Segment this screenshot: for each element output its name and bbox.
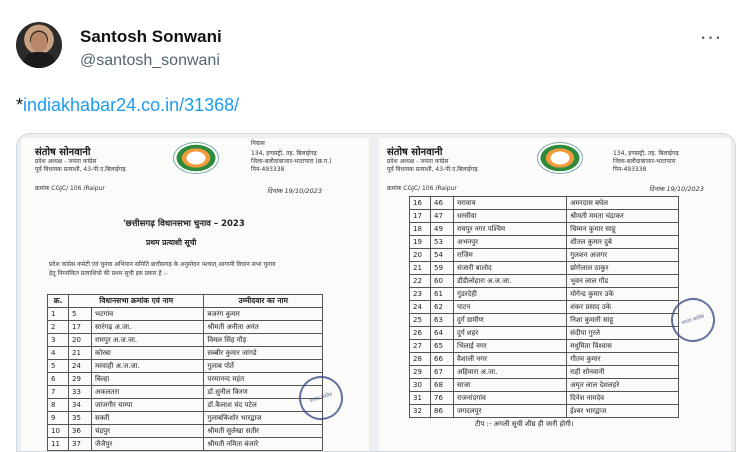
org-line-2: पूर्व विधायक प्रत्याशी, 43-पी.ए.बिलाईगढ़ <box>387 166 478 173</box>
row-constituency-no: 53 <box>431 236 454 249</box>
row-candidate-name: शीतल कुमार दुबे <box>567 236 679 249</box>
row-candidate-name: राही सोनवानी <box>567 366 679 379</box>
row-candidate-name: डॉ.कैलाश चंद पटेल <box>204 399 323 412</box>
address-line-1: 134, इण्डस्ट्री, तह. बिलाईगढ़ <box>613 150 679 157</box>
row-serial: 25 <box>410 314 431 327</box>
row-constituency-name: साजा <box>454 379 567 392</box>
table-row <box>410 392 679 405</box>
row-constituency-name: रायपुर नगर पश्चिम <box>454 223 567 236</box>
row-constituency-name: दुर्ग ग्रामीण <box>454 314 567 327</box>
row-serial: 7 <box>48 386 69 399</box>
row-candidate-name: बजरंग कुमार <box>204 308 323 321</box>
row-serial: 23 <box>410 288 431 301</box>
table-row <box>48 412 323 425</box>
row-candidate-name: गुलाबकिशोर भारद्वाज <box>204 412 323 425</box>
row-constituency-name: चंद्रपुर <box>92 425 204 438</box>
row-constituency-name: बिल्हा <box>92 373 204 386</box>
row-constituency-no: 76 <box>431 392 454 405</box>
row-serial: 22 <box>410 275 431 288</box>
row-constituency-name: जगदलपुर <box>454 405 567 418</box>
tweet-text-prefix: * <box>16 95 24 115</box>
row-candidate-name: सब्बीर कुमार जांगडे <box>204 347 323 360</box>
row-serial: 26 <box>410 327 431 340</box>
header-candidate: उम्मीदवार का नाम <box>204 295 323 308</box>
row-constituency-no: 17 <box>69 321 92 334</box>
row-constituency-no: 65 <box>431 340 454 353</box>
row-constituency-no: 21 <box>69 347 92 360</box>
table-row <box>48 360 323 373</box>
row-serial: 32 <box>410 405 431 418</box>
row-serial: 8 <box>48 399 69 412</box>
letter-date: दिनांक 19/10/2023 <box>649 185 704 193</box>
row-candidate-name: गुलाब पोर्ते <box>204 360 323 373</box>
intro-line-2: हेतु निम्नांकित प्रत्याशियों की प्रथम सूची इस प्रकार है :- <box>49 270 168 277</box>
row-constituency-no: 62 <box>431 301 454 314</box>
row-constituency-no: 54 <box>431 249 454 262</box>
row-candidate-name: गौतम कुमार <box>567 353 679 366</box>
row-candidate-name: श्रीमती अनीता अनंत <box>204 321 323 334</box>
article-link[interactable]: indiakhabar24.co.in/31368/ <box>23 95 240 115</box>
row-constituency-name: अहिवारा अ.जा. <box>454 366 567 379</box>
row-constituency-no: 5 <box>69 308 92 321</box>
table-row <box>48 308 323 321</box>
row-serial: 30 <box>410 379 431 392</box>
row-constituency-no: 86 <box>431 405 454 418</box>
header-serial: क्र. <box>48 295 69 308</box>
more-options-icon[interactable]: ··· <box>700 26 723 50</box>
row-serial: 28 <box>410 353 431 366</box>
row-constituency-no: 63 <box>431 314 454 327</box>
author-name[interactable]: Santosh Sonwani <box>80 27 222 46</box>
row-constituency-no: 35 <box>69 412 92 425</box>
row-candidate-name: अमरदास बघेल <box>567 197 679 210</box>
row-serial: 6 <box>48 373 69 386</box>
row-candidate-name: भुवन लाल गौड <box>567 275 679 288</box>
row-constituency-no: 59 <box>431 262 454 275</box>
row-constituency-no: 29 <box>69 373 92 386</box>
table-row <box>410 366 679 379</box>
row-constituency-no: 37 <box>69 438 92 451</box>
tweet-text <box>16 95 239 116</box>
row-constituency-name: मरावाय <box>454 197 567 210</box>
reference-number: क्रमांक CGJC/ 106 /Raipur <box>35 185 105 192</box>
row-constituency-name: रामपुर अ.ज.जा. <box>92 334 204 347</box>
table-row <box>410 262 679 275</box>
address-line-1: 134, इण्डस्ट्री, तह. बिलाईगढ़ <box>251 150 317 157</box>
table-header-row <box>48 295 323 308</box>
letter-page-right <box>379 138 731 451</box>
tweet-media-image[interactable] <box>16 133 736 452</box>
row-constituency-no: 68 <box>431 379 454 392</box>
row-candidate-name: श्रीमती ममता चंद्राकर <box>567 210 679 223</box>
row-constituency-name: राजिम <box>454 249 567 262</box>
letter-page-left <box>21 138 369 451</box>
row-constituency-name: भटगांव <box>92 308 204 321</box>
table-row <box>410 405 679 418</box>
row-serial: 9 <box>48 412 69 425</box>
row-serial: 18 <box>410 223 431 236</box>
row-candidate-name: दिनेश नामदेव <box>567 392 679 405</box>
org-name: संतोष सोनवानी <box>35 147 91 158</box>
row-candidate-name: छोगेलाल ठाकुर <box>567 262 679 275</box>
row-serial: 20 <box>410 249 431 262</box>
row-constituency-no: 46 <box>431 197 454 210</box>
row-candidate-name: श्रीमती सुलेखा सतीर <box>204 425 323 438</box>
row-serial: 10 <box>48 425 69 438</box>
row-candidate-name: परमानन्द महंत <box>204 373 323 386</box>
table-row <box>48 386 323 399</box>
row-serial: 17 <box>410 210 431 223</box>
row-constituency-name: डौंडीलोहारा अ.ज.जा. <box>454 275 567 288</box>
row-constituency-name: मरवाही अ.ज.जा. <box>92 360 204 373</box>
party-stamp: जनता कांग्रेस <box>293 370 348 425</box>
table-row <box>410 249 679 262</box>
reference-number: क्रमांक CGJC/ 106 /Raipur <box>387 185 457 192</box>
row-constituency-no: 34 <box>69 399 92 412</box>
table-row <box>410 379 679 392</box>
row-candidate-name: अमृत लाल देशलहरे <box>567 379 679 392</box>
row-constituency-name: धरसीवा <box>454 210 567 223</box>
row-constituency-name: अभनपुर <box>454 236 567 249</box>
row-constituency-name: कोरबा <box>92 347 204 360</box>
address-label: निवास <box>251 140 265 147</box>
header-constituency: विधानसभा क्रमांक एवं नाम <box>69 295 204 308</box>
row-constituency-no: 61 <box>431 288 454 301</box>
row-constituency-name: भिलाई नगर <box>454 340 567 353</box>
row-candidate-name: निशा कुमारी साहू <box>567 314 679 327</box>
row-serial: 24 <box>410 301 431 314</box>
org-line-2: पूर्व विधायक प्रत्याशी, 43-पी.ए.बिलाईगढ़ <box>35 166 126 173</box>
party-logo <box>537 142 583 174</box>
row-candidate-name: चिम्मन कुमार साहू <box>567 223 679 236</box>
address-line-2: जिला-बलौदाबाजार-भाटापारा (छ.ग.) <box>251 158 332 165</box>
candidate-table-right <box>409 196 679 418</box>
row-candidate-name: ईश्वर भारद्वाज <box>567 405 679 418</box>
table-row <box>48 321 323 334</box>
row-constituency-no: 20 <box>69 334 92 347</box>
row-serial: 21 <box>410 262 431 275</box>
row-candidate-name: श्रीमती नमिता बंजारे <box>204 438 323 451</box>
row-candidate-name: मधुमिता विश्वास <box>567 340 679 353</box>
row-candidate-name: योगेन्द्र कुमार उके <box>567 288 679 301</box>
party-stamp: जनता कांग्रेस <box>665 292 720 347</box>
table-row <box>48 373 323 386</box>
row-constituency-name: जैजैपुर <box>92 438 204 451</box>
row-constituency-no: 36 <box>69 425 92 438</box>
table-row <box>48 438 323 451</box>
letter-title: 'छत्तीसगढ़ विधानसभा चुनाव – 2023 <box>123 219 245 229</box>
row-constituency-no: 66 <box>431 353 454 366</box>
row-constituency-name: संजारी बालोद <box>454 262 567 275</box>
row-constituency-name: सक्ती <box>92 412 204 425</box>
table-row <box>410 314 679 327</box>
intro-line-1: प्रदेश कांग्रेस कमेटी एवं चुनाव अभियान समिति छत्तीसगढ़ के अनुमोदन पश्चात् आगामी विधान सभा चुनाव <box>49 261 276 268</box>
row-constituency-no: 64 <box>431 327 454 340</box>
row-constituency-name: जांजगीर चाम्पा <box>92 399 204 412</box>
table-row <box>48 334 323 347</box>
row-constituency-no: 33 <box>69 386 92 399</box>
address-line-2: जिला-बलौदाबाजार-भाटापारा <box>613 158 676 165</box>
row-serial: 4 <box>48 347 69 360</box>
row-serial: 11 <box>48 438 69 451</box>
row-constituency-name: दुर्ग शहर <box>454 327 567 340</box>
table-row <box>48 425 323 438</box>
row-constituency-no: 67 <box>431 366 454 379</box>
row-constituency-name: गुंडरदेही <box>454 288 567 301</box>
table-row <box>410 327 679 340</box>
footer-note: टीप :- अगली सूची शीघ्र ही जारी होगी। <box>475 420 574 428</box>
row-serial: 16 <box>410 197 431 210</box>
letter-subtitle: प्रथम प्रत्याशी सूची <box>146 238 197 247</box>
row-candidate-name: शंकर प्रसाद उके <box>567 301 679 314</box>
org-line-1: प्रदेश अध्यक्ष - जनता कांग्रेस <box>35 158 97 165</box>
address-line-3: पिन-493338 <box>251 166 285 173</box>
table-row <box>410 223 679 236</box>
row-candidate-name: विमल सिंह गौड़ <box>204 334 323 347</box>
avatar-shirt <box>22 52 56 68</box>
row-serial: 27 <box>410 340 431 353</box>
row-constituency-no: 60 <box>431 275 454 288</box>
table-row <box>410 210 679 223</box>
table-row <box>48 399 323 412</box>
org-name: संतोष सोनवानी <box>387 147 443 158</box>
table-row <box>410 275 679 288</box>
table-row <box>48 347 323 360</box>
address-line-3: पिन-493338 <box>613 166 647 173</box>
row-serial: 1 <box>48 308 69 321</box>
row-serial: 19 <box>410 236 431 249</box>
row-serial: 3 <box>48 334 69 347</box>
table-row <box>410 340 679 353</box>
table-row <box>410 197 679 210</box>
row-constituency-no: 49 <box>431 223 454 236</box>
row-constituency-name: पाटन <box>454 301 567 314</box>
row-serial: 2 <box>48 321 69 334</box>
row-constituency-name: अकलतरा <box>92 386 204 399</box>
row-serial: 31 <box>410 392 431 405</box>
table-row <box>410 288 679 301</box>
row-constituency-no: 47 <box>431 210 454 223</box>
row-serial: 29 <box>410 366 431 379</box>
org-line-1: प्रदेश अध्यक्ष - जनता कांग्रेस <box>387 158 449 165</box>
row-candidate-name: संदीपा गुरले <box>567 327 679 340</box>
author-handle[interactable]: @santosh_sonwani <box>80 52 220 69</box>
table-row <box>410 301 679 314</box>
table-row <box>410 353 679 366</box>
letter-date: दिनांक 19/10/2023 <box>267 187 322 195</box>
candidate-table-left <box>47 294 323 451</box>
row-candidate-name: डॉ.सुनील किरण <box>204 386 323 399</box>
row-serial: 5 <box>48 360 69 373</box>
row-constituency-no: 24 <box>69 360 92 373</box>
row-constituency-name: सारंगढ़ अ.जा. <box>92 321 204 334</box>
row-constituency-name: राजनांदगांव <box>454 392 567 405</box>
party-logo <box>173 142 219 174</box>
author-avatar[interactable] <box>16 22 62 68</box>
row-constituency-name: वैशाली नगर <box>454 353 567 366</box>
avatar-face <box>31 32 47 52</box>
row-candidate-name: गुलशन अजगर <box>567 249 679 262</box>
table-row <box>410 236 679 249</box>
